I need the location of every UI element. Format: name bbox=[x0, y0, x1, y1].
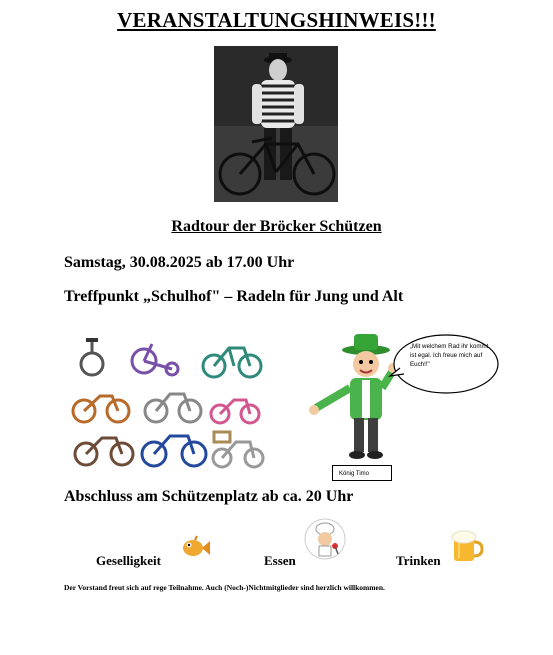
feature-label-social: Geselligkeit bbox=[96, 553, 161, 568]
mascot-label: König Timo bbox=[332, 465, 392, 481]
bike-blue-icon bbox=[142, 436, 206, 466]
bike-brown-icon bbox=[75, 438, 133, 465]
page-title: VERANSTALTUNGSHINWEIS!!! bbox=[117, 8, 436, 32]
event-meeting-point: Treffpunkt „Schulhof" – Radeln für Jung und Alt bbox=[64, 288, 404, 305]
event-closing: Abschluss am Schützenplatz ab ca. 20 Uhr bbox=[64, 488, 354, 505]
event-subtitle: Radtour der Bröcker Schützen bbox=[171, 218, 382, 235]
feature-label-drinks: Trinken bbox=[396, 553, 441, 568]
unicycle-icon bbox=[81, 338, 103, 375]
tricycle-icon bbox=[132, 344, 178, 375]
beer-icon bbox=[448, 528, 484, 564]
bike-basket-icon bbox=[213, 432, 263, 467]
bike-green-icon bbox=[203, 348, 261, 377]
bicycles-illustration bbox=[64, 336, 270, 474]
fish-icon bbox=[180, 532, 210, 562]
bike-grey-icon bbox=[145, 394, 201, 422]
cyclist-photo bbox=[214, 46, 338, 202]
footer-note: Der Vorstand freut sich auf rege Teilnahme. Auch (Noch-)Nichtmitglieder sind herzlich willkommen. bbox=[64, 583, 385, 592]
bike-orange-icon bbox=[73, 396, 129, 422]
event-date: Samstag, 30.08.2025 ab 17.00 Uhr bbox=[64, 254, 295, 271]
chef-icon bbox=[304, 518, 346, 560]
mascot-king-timo bbox=[302, 332, 398, 462]
bike-pink-icon bbox=[211, 400, 259, 423]
feature-label-food: Essen bbox=[264, 553, 296, 568]
speech-bubble-text: „Mit welchem Rad ihr kommt ist egal. Ich freue mich auf Euch!!" bbox=[410, 343, 489, 368]
